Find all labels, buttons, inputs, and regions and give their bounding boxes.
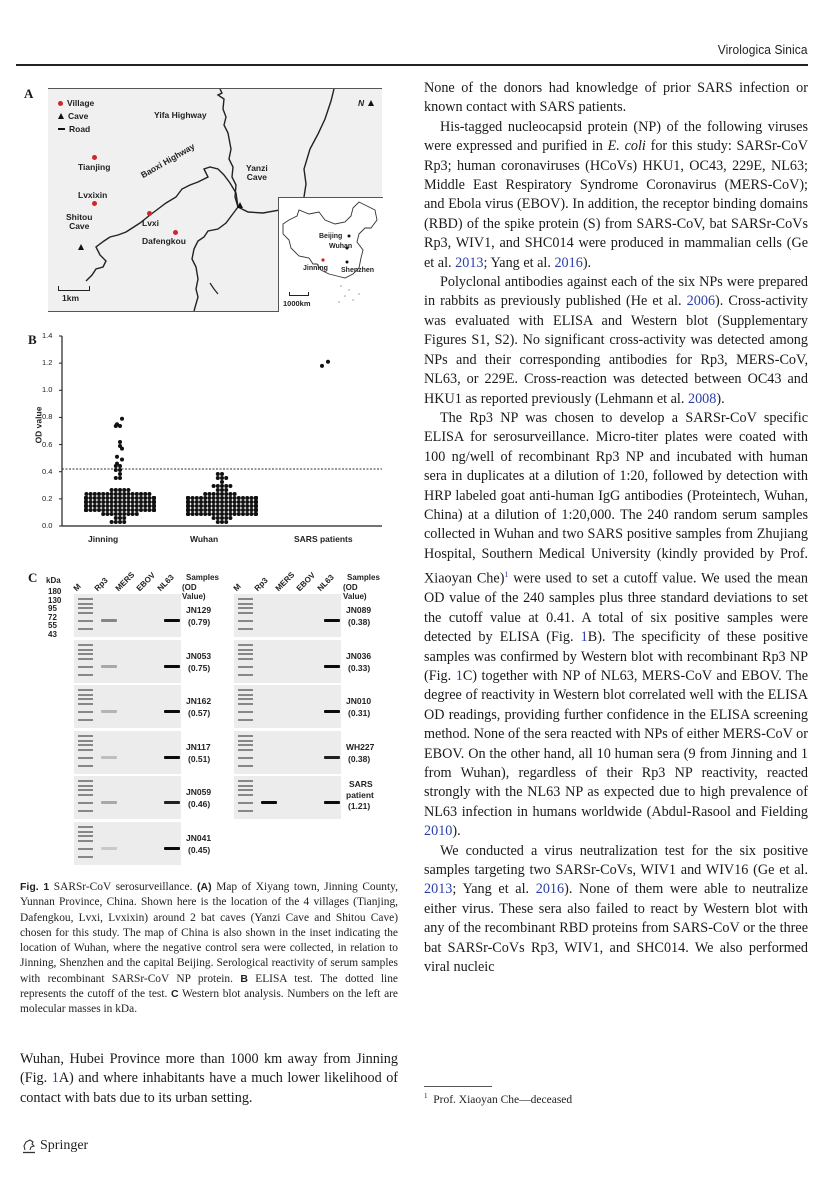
cave-yanzi	[246, 164, 268, 182]
caption-title: SARSr-CoV serosurveillance.	[53, 881, 193, 893]
springer-horse-icon	[22, 1138, 36, 1154]
sample-od: (0.79)	[188, 617, 211, 627]
protein-band	[164, 710, 180, 713]
publisher-name: Springer	[40, 1138, 89, 1153]
sample-od: (0.51)	[188, 753, 211, 764]
figure-ref-link[interactable]: 1	[51, 1070, 59, 1087]
ladder-band	[78, 789, 93, 791]
inset-city-wuhan: Wuhan	[329, 243, 353, 250]
samples-header-od: (OD Value)	[182, 583, 206, 601]
y-tick-label: 0.4	[42, 466, 53, 476]
sample-label: JN162	[186, 696, 212, 706]
ladder-band	[238, 749, 253, 751]
ladder-band	[78, 612, 93, 614]
body-text: ).	[452, 823, 461, 840]
protein-band	[101, 619, 117, 622]
cave-yanzi-line1: Yanzi	[246, 163, 268, 173]
village-tianjing: Tianjing	[78, 162, 111, 172]
ladder-band	[78, 603, 93, 605]
north-arrow-icon	[368, 100, 374, 106]
ladder-band	[238, 674, 253, 676]
lane-label: Rp3	[92, 575, 110, 593]
ladder-band	[78, 694, 93, 696]
ladder-band	[78, 749, 93, 751]
footnote	[424, 1092, 572, 1106]
category-sars-patients: SARS patients	[294, 534, 353, 544]
ladder-band	[238, 612, 253, 614]
north-label: N	[358, 98, 365, 108]
sample-label: JN036	[346, 650, 372, 661]
kda-marker: 95	[48, 604, 57, 614]
y-tick-label: 0.8	[42, 412, 53, 422]
blot-image	[234, 640, 341, 683]
ladder-band	[78, 698, 93, 700]
ladder-band	[78, 649, 93, 651]
ladder-band	[78, 607, 93, 609]
ladder-band	[78, 711, 93, 713]
ladder-band	[78, 689, 93, 691]
elisa-dot-plot	[22, 330, 402, 552]
sample-label: JN129	[186, 605, 212, 615]
protein-band	[164, 847, 180, 850]
sample-od: (0.45)	[188, 844, 211, 855]
body-text: The Rp3 NP was chosen to develop a SARSr-CoV specific ELISA for serosurveillance. Micro-titer plates were coated with 100 ng/well of recombinant Rp3 NP and incubated with human sera in duplicates at a dilution of 1:20, followed by detection with HRP labeled goat anti-human IgG antibodies (Proteintech, Wuhan, China) at a dilution of 1:20,000. The 240 random serum samples collected in Wuhan and two SARS positive samples from Zhujiang Hospital, Southern Medical University (kindly provided by Prof. Xiaoyan Che)	[424, 409, 808, 587]
y-tick-label: 1.4	[42, 331, 53, 340]
ladder-band	[238, 789, 253, 791]
ladder-band	[78, 666, 93, 668]
cave-triangle-icon	[58, 113, 64, 119]
ladder-band	[78, 658, 93, 660]
protein-band	[324, 665, 340, 668]
sample-od: (0.38)	[348, 753, 371, 764]
paragraph-1: None of the donors had knowledge of prior SARS infection or known contact with SARS patients.	[424, 80, 808, 116]
sample-od: (0.57)	[188, 708, 211, 718]
ladder-band	[238, 719, 253, 721]
sample-od: (0.33)	[348, 662, 371, 673]
map-xiyang-town	[48, 88, 382, 312]
road-label-yifa: Yifa Highway	[154, 110, 207, 120]
paragraph-3	[424, 273, 808, 409]
ladder-band	[238, 689, 253, 691]
panel-b-letter: B	[28, 332, 37, 347]
inset-city-jinning: Jinning	[303, 265, 328, 272]
legend-road-label: Road	[69, 124, 91, 134]
left-column-body	[20, 1050, 398, 1108]
lane-label: EBOV	[134, 570, 158, 593]
lane-label: NL63	[155, 572, 176, 593]
body-text: ; Yang et al.	[452, 881, 536, 898]
figure-caption	[20, 880, 398, 1018]
citation-link[interactable]: 2013	[455, 254, 484, 271]
village-dot-icon	[147, 211, 152, 216]
ladder-band	[78, 620, 93, 622]
ladder-band	[78, 810, 93, 812]
samples-header-od: (OD Value)	[343, 583, 367, 601]
panel-c-letter: C	[28, 570, 38, 585]
ladder-band	[238, 765, 253, 767]
blot-image	[234, 685, 341, 728]
ladder-band	[78, 840, 93, 842]
blot-image	[74, 731, 181, 774]
header-rule	[16, 64, 808, 66]
scale-label: 1km	[62, 293, 80, 303]
ladder-band	[78, 703, 93, 705]
kda-label: kDa	[46, 576, 61, 585]
ladder-band	[238, 628, 253, 630]
ladder-band	[238, 802, 253, 804]
y-axis-title: OD value	[33, 406, 44, 444]
protein-band	[261, 801, 277, 804]
ladder-band	[78, 794, 93, 796]
ladder-band	[238, 757, 253, 759]
sample-label: JN010	[346, 696, 372, 706]
inset-scale-label: 1000km	[283, 299, 311, 308]
blot-image	[74, 822, 181, 865]
ladder-band	[238, 649, 253, 651]
road-line-icon	[58, 128, 65, 130]
sample-label: JN059	[186, 787, 212, 797]
y-tick-label: 0.2	[42, 493, 53, 503]
body-text: We conducted a virus neutralization test for the six positive samples targeting two SARSr-CoVs, WIV1 and WIV16 (Ge et al.	[424, 842, 808, 878]
lane-label: MERS	[113, 570, 137, 593]
protein-band	[324, 710, 340, 713]
caption-a-mark: (A)	[197, 881, 212, 893]
village-dot-icon	[58, 101, 63, 106]
blot-image	[74, 685, 181, 728]
cave-shitou-line2: Cave	[69, 221, 90, 231]
lane-label: M	[231, 581, 243, 593]
ladder-band	[78, 757, 93, 759]
body-text: His-tagged nucleocapsid protein (NP) of the following viruses were expressed and purified in	[424, 118, 808, 155]
body-text: ).	[716, 390, 725, 407]
ladder-band	[238, 598, 253, 600]
category-jinning: Jinning	[88, 534, 119, 544]
protein-band	[101, 847, 117, 850]
north-indicator	[358, 99, 374, 108]
citation-link[interactable]: 2016	[554, 254, 583, 271]
ladder-band	[238, 666, 253, 668]
road-label-baoxi: Baoxi Highway	[139, 141, 197, 180]
citation-link[interactable]: 2006	[686, 293, 716, 310]
ladder-band	[238, 658, 253, 660]
ladder-band	[238, 653, 253, 655]
ladder-band	[238, 810, 253, 812]
ladder-band	[238, 711, 253, 713]
village-dot-icon	[92, 155, 97, 160]
cave-triangle-icon	[78, 244, 84, 250]
lane-label: M	[71, 581, 83, 593]
ladder-band	[238, 780, 253, 782]
ladder-band	[78, 744, 93, 746]
kda-marker: 130	[48, 595, 62, 605]
lane-label: EBOV	[294, 570, 318, 593]
publisher-footer	[22, 1138, 88, 1154]
village-dafengkou: Dafengkou	[142, 236, 186, 246]
samples-header: Samples	[347, 573, 380, 582]
village-dot-icon	[173, 230, 178, 235]
cave-yanzi-line2: Cave	[246, 172, 268, 182]
footnote-ref-link[interactable]: 1	[504, 570, 509, 580]
kda-marker: 43	[48, 630, 57, 639]
chart-canvas	[22, 330, 402, 552]
sample-label: JN089	[346, 605, 372, 615]
running-head-journal: Virologica Sinica	[718, 42, 808, 57]
sample-label: JN053	[186, 650, 212, 661]
legend-village-label: Village	[67, 98, 95, 108]
y-tick-label: 1.2	[42, 358, 53, 368]
village-lvxixin: Lvxixin	[78, 190, 108, 200]
ladder-band	[238, 620, 253, 622]
sample-label: JN041	[186, 832, 212, 843]
protein-band	[164, 801, 180, 804]
sample-od: (1.21)	[348, 801, 371, 811]
sample-od: (0.75)	[188, 662, 211, 673]
caption-c-text: Western blot analysis. Numbers on the left are molecular masses in kDa.	[20, 988, 398, 1016]
paragraph-4	[424, 409, 808, 842]
citation-link[interactable]: 2010	[424, 823, 453, 840]
caption-label: Fig. 1	[20, 881, 50, 893]
ladder-band	[238, 698, 253, 700]
sample-label: patient	[346, 790, 374, 800]
ladder-band	[238, 785, 253, 787]
blot-image	[74, 640, 181, 683]
ladder-band	[78, 735, 93, 737]
lane-label: MERS	[273, 570, 297, 593]
ladder-band	[78, 644, 93, 646]
protein-band	[101, 801, 117, 804]
category-wuhan: Wuhan	[190, 534, 219, 544]
ladder-band	[238, 694, 253, 696]
legend-cave-label: Cave	[68, 111, 89, 121]
samples-header: Samples	[186, 573, 219, 582]
blot-image	[74, 594, 181, 637]
legend-cave	[58, 111, 88, 121]
ladder-band	[78, 802, 93, 804]
body-text: C) together with NP of NL63, MERS-CoV and EBOV. The degree of reactivity in Western blot correlated well with the ELISA OD readings, providing further confidence in the ELISA screening method. None of the sera reacted with NPs of either MERS-CoV or EBOV. On the other hand, all 10 human sera (9 from Jinning and 1 from Wuhan), regardless of their Rp3 NP reactivity, reacted strongly with the NL63 NP as expected due to high prevalence of NL63 infection in humans worldwide (Abdul-Rasool and Fielding	[424, 667, 808, 820]
protein-band	[324, 619, 340, 622]
inset-scale-bar	[289, 292, 309, 296]
legend-road	[58, 124, 90, 134]
protein-band	[164, 619, 180, 622]
footnote-rule	[424, 1086, 492, 1087]
protein-band	[324, 801, 340, 804]
cave-shitou	[66, 213, 92, 231]
body-text: for this study: SARSr-CoV Rp3; human coronaviruses (HCoVs) HKU1, OC43, 229E, NL63; Middle East Respiratory Syndrome Coronavirus (MERS-CoV); and Ebola virus (EBOV). In addition, the receptor binding domains (RBD) of the spike protein (S) from SARS-CoV, bat SARSr-CoVs Rp3, WIV1, and SHC014 were produced in mammalian cells (Ge et al.	[424, 138, 808, 271]
blot-image	[234, 776, 341, 819]
figure-ref-link[interactable]: 1	[455, 667, 463, 684]
citation-link[interactable]: 2008	[687, 390, 717, 407]
ladder-band	[78, 628, 93, 630]
sample-label: JN117	[186, 741, 211, 752]
inset-city-beijing: Beijing	[319, 233, 343, 240]
ladder-band	[78, 785, 93, 787]
sample-od: (0.46)	[188, 799, 211, 809]
body-text: A) and where inhabitants have a much lower likelihood of contact with bats due to its urban setting.	[20, 1070, 399, 1106]
village-lvxi: Lvxi	[142, 218, 160, 228]
y-tick-label: 1.0	[42, 385, 53, 395]
village-dot-icon	[92, 201, 97, 206]
footnote-mark: 1	[424, 1092, 428, 1100]
ladder-band	[78, 674, 93, 676]
protein-band	[164, 665, 180, 668]
right-column-body	[424, 79, 808, 977]
ladder-band	[238, 603, 253, 605]
cave-shitou-line1: Shitou	[66, 212, 93, 222]
paragraph-5	[424, 842, 808, 978]
china-inset-map	[278, 197, 383, 312]
protein-band	[101, 665, 117, 668]
kda-marker: 72	[48, 612, 57, 622]
body-text: Polyclonal antibodies against each of the six NPs were prepared in rabbits as previously published (He et al.	[424, 274, 808, 310]
caption-b-mark: B	[240, 972, 248, 985]
caption-a-text: Map of Xiyang town, Jinning County, Yunnan Province, China. Shown here is the location of the 4 villages (Tianjing, Dafengkou, Lvxi, Lvxixin) around 2 bat caves (Yanzi Cave and Shitou Cave) chosen for this study. The map of China is also shown in the inset indicating the location of Wuhan, where the negative control sera were collected, in relation to Jinning, Shenzhen and the capital Beijing. Serological reactivity of serum samples with recombinant SARSr-CoV NP protein.	[20, 881, 398, 985]
caption-c-mark: C	[171, 988, 179, 1001]
ladder-band	[78, 653, 93, 655]
body-text: B). The specificity of these positive samples was confirmed by Western blot with recombinant Rp3 NP (Fig.	[424, 629, 808, 684]
ladder-band	[78, 740, 93, 742]
protein-band	[101, 756, 117, 759]
ladder-band	[78, 831, 93, 833]
ladder-band	[78, 848, 93, 850]
legend-village	[58, 98, 94, 108]
kda-marker: 55	[48, 621, 57, 631]
ladder-band	[78, 856, 93, 858]
inset-city-shenzhen: Shenzhen	[341, 267, 375, 274]
y-tick-label: 0.6	[42, 439, 53, 449]
ladder-band	[78, 826, 93, 828]
ladder-band	[78, 598, 93, 600]
ladder-band	[78, 719, 93, 721]
figure-ref-link[interactable]: 1	[580, 629, 588, 646]
cave-triangle-icon	[237, 202, 243, 208]
sample-od: (0.38)	[348, 617, 371, 627]
lane-label: NL63	[315, 572, 336, 593]
lane-label: Rp3	[252, 575, 270, 593]
blot-image	[74, 776, 181, 819]
ladder-band	[238, 703, 253, 705]
ladder-band	[78, 765, 93, 767]
ladder-band	[238, 794, 253, 796]
body-text: ).	[582, 254, 592, 271]
body-text: ; Yang et al.	[483, 254, 555, 271]
body-text: Wuhan, Hubei Province more than 1000 km away from Jinning (Fig.	[20, 1051, 398, 1087]
ladder-band	[238, 735, 253, 737]
body-text: were used to set a cutoff value. We used the mean OD value of the 240 samples plus three standard deviations to set the cutoff value at 0.41. A total of six positive samples were detected by ELISA (Fig.	[424, 570, 808, 646]
caption-b-text: ELISA test. The dotted line represents the cutoff of the test.	[20, 972, 398, 1001]
blot-image	[234, 594, 341, 637]
sample-od: (0.31)	[348, 708, 371, 718]
citation-link[interactable]: 2013	[424, 881, 453, 898]
ladder-band	[238, 644, 253, 646]
citation-link[interactable]: 2016	[535, 881, 565, 898]
blot-image	[234, 731, 341, 774]
ladder-band	[238, 744, 253, 746]
ladder-band	[238, 607, 253, 609]
protein-band	[164, 756, 180, 759]
protein-band	[324, 756, 340, 759]
sample-label: SARS	[349, 779, 373, 789]
footnote-text: Prof. Xiaoyan Che—deceased	[433, 1093, 573, 1106]
body-text: ). None of them were able to neutralize either virus. These sera also failed to react by Western blot with any of the recombinant RBD proteins from SARS-CoV or the three bat SARSr-CoVs Rp3, WIV1, and SHC014. We also performed viral nucleic	[424, 881, 809, 976]
sample-label: WH227	[346, 741, 375, 752]
body-text: ). Cross-activity was evaluated with ELISA and Western blot (Supplementary Figures S1, S2). No significant cross-activity was detected among NPs and their corresponding antibodies for Rp3, MERS-CoV, NL63, or 229E. Cross-reaction was detected between OC43 and HKU1 as reported previously (Lehmann et al.	[424, 293, 809, 407]
ladder-band	[78, 780, 93, 782]
kda-marker: 180	[48, 587, 62, 596]
paragraph-2	[424, 118, 808, 273]
panel-a-letter: A	[24, 86, 34, 101]
scale-bar	[58, 286, 90, 291]
ladder-band	[78, 835, 93, 837]
body-italic: E. coli	[607, 138, 646, 155]
ladder-band	[238, 740, 253, 742]
y-tick-label: 0.0	[42, 521, 53, 530]
protein-band	[101, 710, 117, 713]
